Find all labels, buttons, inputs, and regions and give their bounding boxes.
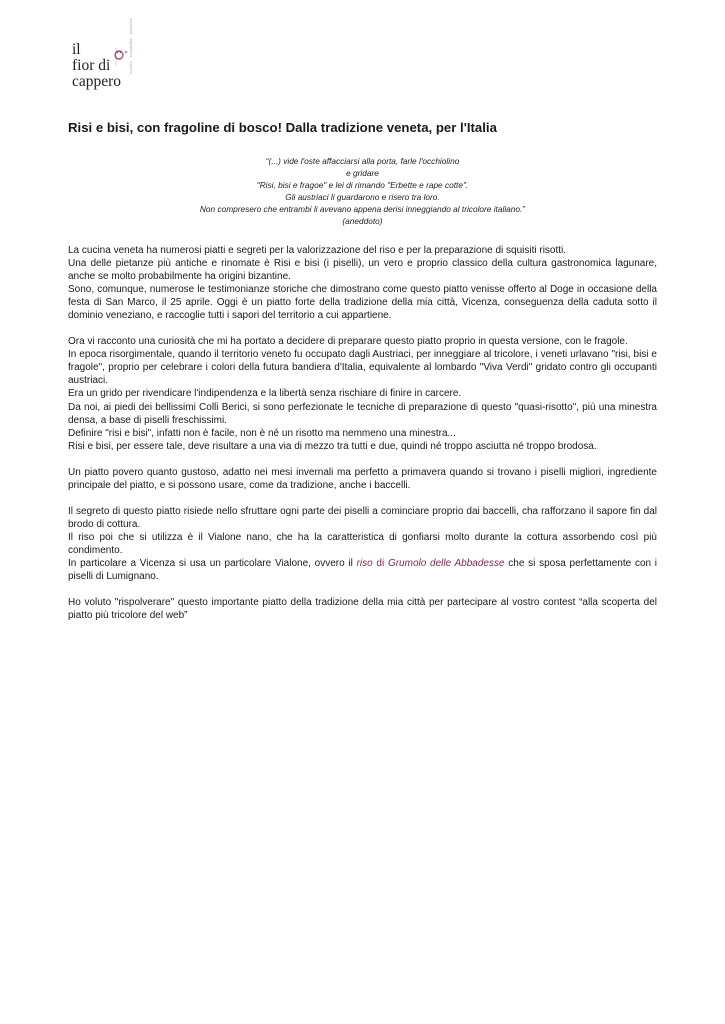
quote-block	[68, 155, 657, 228]
paragraph-spacer	[68, 583, 657, 596]
quote-line: "Risi, bisi e fragoe" e lei di rimando "Erbette e rape cotte".	[256, 180, 469, 191]
paragraph-spacer	[68, 492, 657, 505]
paragraph-with-link	[68, 557, 657, 583]
logo-line-1: il	[72, 41, 81, 58]
paragraph-spacer	[68, 453, 657, 466]
link-connector[interactable]: di	[372, 557, 388, 569]
paragraph: Il segreto di questo piatto risiede nello sfruttare ogni parte dei piselli a cominciare proprio dai baccelli, cha rafforzano il sapore fin dal brodo di cottura.	[68, 505, 657, 530]
quote-line: Non compresero che entrambi li avevano appena derisi inneggiando al tricolore italiano.”	[199, 204, 526, 215]
grumolo-link[interactable]: Grumolo delle Abbadesse	[387, 557, 505, 569]
quote-line: e gridare	[346, 168, 379, 179]
riso-link[interactable]: riso	[356, 557, 373, 569]
paragraph: Il riso poi che si utilizza è il Vialone nano, che ha la caratteristica di gonfiarsi molto durante la cottura assorbendo così più condimento.	[68, 531, 657, 556]
paragraph-text: che si sposa perfettamente con i piselli di Lumignano.	[68, 557, 658, 583]
paragraph: Era un grido per rivendicare l'indipendenza e la libertà senza rischiare di finire in carcere.	[68, 388, 462, 400]
paragraph: Sono, comunque, numerose le testimonianze storiche che dimostrano come questo piatto venisse offerto al Doge in occasione della festa di San Marco, il 25 aprile. Oggi è un piatto forte della tradizione della mia città, Vicenza, conseguenza della caduta sotto il dominio veneziano, e raccoglie tutti i sapori del territorio a cui appartiene.	[68, 284, 657, 322]
logo-line-2: fior di	[72, 57, 111, 74]
quote-attribution: (aneddoto)	[342, 216, 383, 227]
quote-line: “(...) vide l'oste affacciarsi alla porta, farle l'occhiolino	[265, 156, 460, 166]
paragraph: Un piatto povero quanto gustoso, adatto nei mesi invernali ma perfetto a primavera quando si trovano i piselli migliori, ingrediente principale del piatto, e si possono usare, come da tradizione, anche i baccelli.	[68, 466, 657, 491]
logo-line-3: cappero	[72, 73, 122, 90]
paragraph: La cucina veneta ha numerosi piatti e segreti per la valorizzazione del riso e per la preparazione di squisiti risotti.	[68, 245, 567, 256]
paragraph-spacer	[68, 322, 657, 335]
paragraph: Ora vi racconto una curiosità che mi ha portato a decidere di preparare questo piatto proprio in questa versione, con le fragole.	[68, 336, 628, 348]
blog-logo[interactable]	[72, 17, 142, 106]
paragraph: Ho voluto "rispolverare" questo importante piatto della tradizione della mia città per partecipare al vostro contest “alla scoperta del piatto più tricolore del web”	[68, 597, 657, 622]
paragraph: Risi e bisi, per essere tale, deve risultare a una via di mezzo tra tutti e due, quindi né troppo asciutta né troppo brodosa.	[68, 440, 597, 452]
paragraph: Una delle pietanze più antiche e rinomate è Risi e bisi (i piselli), un vero e proprio classico della cultura gastronomica lagunare, anche se molto probabilmente ha origini bizantine.	[68, 258, 657, 283]
paragraph: Definire "risi e bisi", infatti non è facile, non è né un risotto ma nemmeno una minestra...	[68, 427, 456, 439]
paragraph: In epoca risorgimentale, quando il territorio veneto fu occupato dagli Austriaci, per inneggiare al tricolore, i veneti urlavano "risi, bisi e fragole", proprio per celebrare i colori della futura bandiera d'Italia, equivalente al lombardo "Viva Verdi" gridato contro gli occupanti austriaci.	[68, 349, 657, 387]
paragraph: Da noi, ai piedi dei bellissimi Colli Berici, si sono perfezionate le tecniche di preparazione di questo "quasi-risotto", più una minestra densa, a base di piselli freschissimi.	[68, 401, 657, 426]
quote-line: Gli austriaci li guardarono e risero tra loro.	[285, 192, 440, 203]
paragraph-text: In particolare a Vicenza si usa un particolare Vialone, ovvero il	[68, 557, 357, 569]
logo-tagline: cucina · fotografia · passioni	[128, 17, 133, 74]
article-body	[68, 244, 657, 622]
page-title: Risi e bisi, con fragoline di bosco! Dalla tradizione veneta, per l'Italia	[68, 120, 497, 135]
